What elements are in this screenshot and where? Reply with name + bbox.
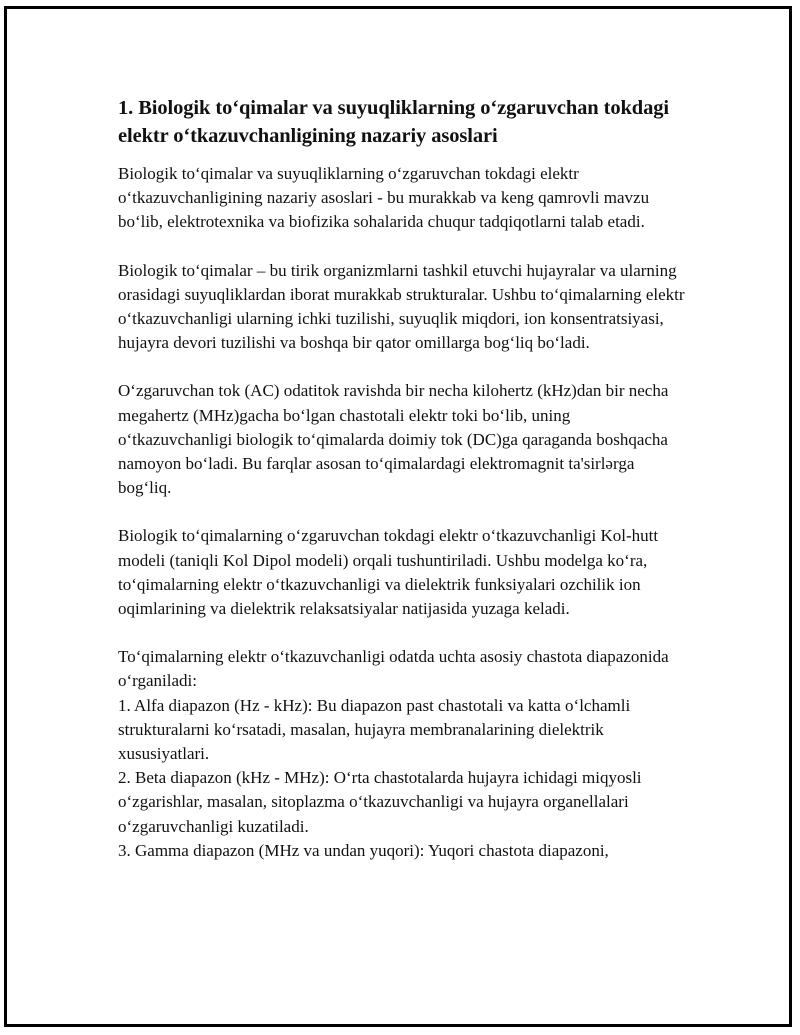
list-intro: To‘qimalarning elektr o‘tkazuvchanligi odatda uchta asosiy chastota diapazonida o‘rganiladi: [118,647,669,691]
section-heading: 1. Biologik to‘qimalar va suyuqliklarning o‘zgaruvchan tokdagi elektr o‘tkazuvchanligining nazariy asoslari [118,97,670,147]
paragraph-cole-model: Biologik to‘qimalarning o‘zgaruvchan tokdagi elektr o‘tkazuvchanligi Kol-hutt modeli (taniqli Kol Dipol modeli) orqali tushuntiriladi. Ushbu modelga ko‘ra, to‘qimalarning elektr o‘tkazuvchanligi va dielektrik funksiyalari ozchilik ion oqimlarining va dielektrik relaksatsiyalar natijasida yuzaga keladi. [118,526,659,619]
document-body [118,94,688,863]
list-item-gamma: 3. Gamma diapazon (MHz va undan yuqori): Yuqori chastota diapazoni, [118,840,609,860]
list-item-alpha: 1. Alfa diapazon (Hz - kHz): Bu diapazon past chastotali va katta o‘lchamli strukturalarni ko‘rsatadi, masalan, hujayra membranalarining dielektrik xususiyatlari. [118,695,631,764]
paragraph-ac-current: O‘zgaruvchan tok (AC) odatitok ravishda bir necha kilohertz (kHz)dan bir necha megahertz (MHz)gacha bo‘lgan chastotali elektr toki bo‘lib, uning o‘tkazuvchanligi biologik to‘qimalarda doimiy tok (DC)ga qaraganda boshqacha namoyon bo‘ladi. Bu farqlar asosan to‘qimalardagi elektromagnit ta'sirlərga bog‘liq. [118,381,669,498]
paragraph-intro: Biologik to‘qimalar va suyuqliklarning o‘zgaruvchan tokdagi elektr o‘tkazuvchanligining nazariy asoslari - bu murakkab va keng qamrovli mavzu bo‘lib, elektrotexnika va biofizika sohalarida chuqur tadqiqotlarni talab etadi. [118,164,650,232]
paragraph-tissues: Biologik to‘qimalar – bu tirik organizmlarni tashkil etuvchi hujayralar va ularning orasidagi suyuqliklardan iborat murakkab strukturalar. Ushbu to‘qimalarning elektr o‘tkazuvchanligi ularning ichki tuzilishi, suyuqlik miqdori, ion konsentratsiyasi, hujayra devori tuzilishi va boshqa bir qator omillarga bog‘liq bo‘ladi. [118,260,685,353]
list-item-beta: 2. Beta diapazon (kHz - MHz): O‘rta chastotalarda hujayra ichidagi miqyosli o‘zgarishlar, masalan, sitoplazma o‘tkazuvchanligi va hujayra organellalari o‘zgaruvchanligi kuzatiladi. [118,768,642,836]
